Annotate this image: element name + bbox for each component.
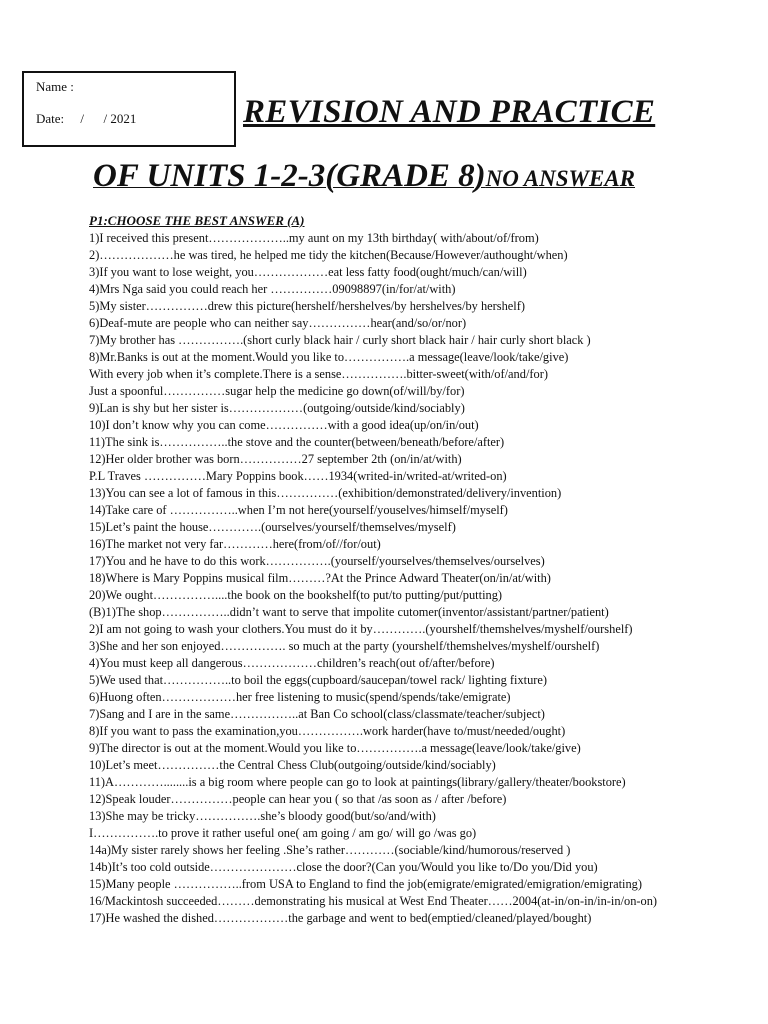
question-list [89, 230, 689, 927]
question-line: 17)He washed the dished………………the garbage and went to bed(emptied/cleaned/played/bought) [89, 911, 592, 925]
question-line: 14a)My sister rarely shows her feeling .She’s rather…………(sociable/kind/humorous/reserved ) [89, 843, 571, 857]
name-date-box [22, 71, 236, 147]
question-line: 4)Mrs Nga said you could reach her ……………09098897(in/for/at/with) [89, 282, 456, 296]
question-line: 13)You can see a lot of famous in this……………(exhibition/demonstrated/delivery/invention) [89, 486, 562, 500]
question-line: 8)Mr.Banks is out at the moment.Would you like to…………….a message(leave/look/take/give) [89, 350, 569, 364]
question-line: (B)1)The shop……………..didn’t want to serve that impolite cutomer(inventor/assistant/partner/patient) [89, 605, 609, 619]
question-line: 12)Her older brother was born……………27 september 2th (on/in/at/with) [89, 452, 462, 466]
question-line: 5)My sister……………drew this picture(hershelf/hershelves/by hershelves/by hershelf) [89, 299, 525, 313]
question-line: 6)Deaf-mute are people who can neither say……………hear(and/so/or/nor) [89, 316, 467, 330]
question-line: 20)We ought……………....the book on the bookshelf(to put/to putting/put/putting) [89, 588, 503, 602]
question-line: Just a spoonful……………sugar help the medicine go down(of/will/by/for) [89, 384, 465, 398]
page-title-line2 [93, 158, 635, 195]
question-line: 1)I received this present………………..my aunt on my 13th birthday( with/about/of/from) [89, 231, 539, 245]
question-line: 11)The sink is……………..the stove and the counter(between/beneath/before/after) [89, 435, 505, 449]
question-line: 15)Many people ……………..from USA to England to find the job(emigrate/emigrated/emigration/emigrating) [89, 877, 642, 891]
question-line: 15)Let’s paint the house………….(ourselves/yourself/themselves/myself) [89, 520, 456, 534]
question-line: 11)A…………........is a big room where people can go to look at paintings(library/gallery/theater/bookstore) [89, 775, 626, 789]
title-units: OF UNITS 1-2-3(GRADE 8) [93, 158, 486, 194]
question-line: 13)She may be tricky…………….she’s bloody good(but/so/and/with) [89, 809, 436, 823]
page-title-line1: REVISION AND PRACTICE [243, 94, 656, 130]
question-line: 17)You and he have to do this work…………….(yourself/yourselves/themselves/ourselves) [89, 554, 545, 568]
question-line: 14)Take care of ……………..when I’m not here(yourself/youselves/himself/myself) [89, 503, 508, 517]
question-line: 4)You must keep all dangerous………………children’s reach(out of/after/before) [89, 656, 495, 670]
question-line: 18)Where is Mary Poppins musical film………?At the Prince Adward Theater(on/in/at/with) [89, 571, 551, 585]
question-line: 3)If you want to lose weight, you………………eat less fatty food(ought/much/can/will) [89, 265, 527, 279]
question-line: 16/Mackintosh succeeded………demonstrating his musical at West End Theater……2004(at-in/on-in/in-in/on-on) [89, 894, 658, 908]
section-title: P1:CHOOSE THE BEST ANSWER (A) [89, 213, 305, 228]
question-line: 5)We used that……………..to boil the eggs(cupboard/saucepan/towel rack/ lighting fixture) [89, 673, 548, 687]
title-no-answer: NO ANSWEAR [485, 166, 636, 191]
question-line: I…………….to prove it rather useful one( am going / am go/ will go /was go) [89, 826, 477, 840]
question-line: 2)I am not going to wash your clothers.You must do it by………….(yourshelf/themshelves/myshelf/ourshelf) [89, 622, 633, 636]
question-line: P.L Traves ……………Mary Poppins book……1934(writed-in/writed-at/writed-on) [89, 469, 507, 483]
question-line: 14b)It’s too cold outside…………………close the door?(Can you/Would you like to/Do you/Did you) [89, 860, 598, 874]
question-line: 7)My brother has …………….(short curly black hair / curly short black hair / hair curly short black ) [89, 333, 591, 347]
question-line: 9)Lan is shy but her sister is………………(outgoing/outside/kind/sociably) [89, 401, 465, 415]
question-line: 3)She and her son enjoyed……………. so much at the party (yourshelf/themshelves/myshelf/ourshelf) [89, 639, 600, 653]
name-label: Name : [36, 79, 74, 94]
question-line: 2)………………he was tired, he helped me tidy the kitchen(Because/However/authought/when) [89, 248, 568, 262]
question-line: 16)The market not very far…………here(from/of//for/out) [89, 537, 381, 551]
question-line: 7)Sang and I are in the same……………..at Ban Co school(class/classmate/teacher/subject) [89, 707, 545, 721]
question-line: With every job when it’s complete.There is a sense…………….bitter-sweet(with/of/and/for) [89, 367, 548, 381]
question-line: 9)The director is out at the moment.Would you like to…………….a message(leave/look/take/give) [89, 741, 581, 755]
date-label: Date: / / 2021 [36, 111, 137, 126]
question-line: 6)Huong often………………her free listening to music(spend/spends/take/emigrate) [89, 690, 511, 704]
question-line: 10)Let’s meet……………the Central Chess Club(outgoing/outside/kind/sociably) [89, 758, 496, 772]
question-line: 8)If you want to pass the examination,you…………….work harder(have to/must/needed/ought) [89, 724, 566, 738]
question-line: 12)Speak louder……………people can hear you ( so that /as soon as / after /before) [89, 792, 507, 806]
question-line: 10)I don’t know why you can come……………with a good idea(up/on/in/out) [89, 418, 479, 432]
